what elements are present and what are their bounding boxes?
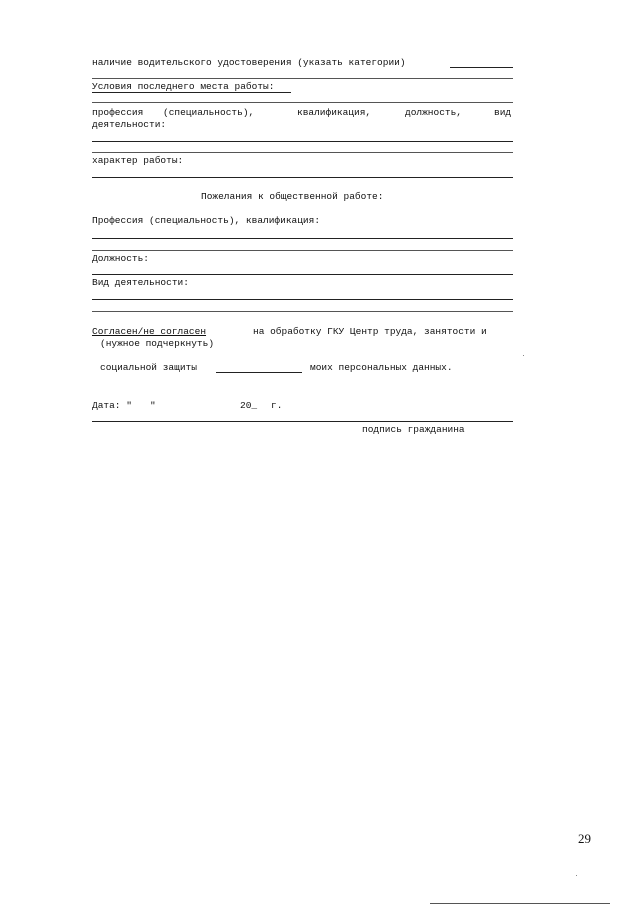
- last-job-field-line-1[interactable]: [92, 141, 513, 142]
- wish-position-label: Должность:: [92, 253, 150, 264]
- page-number: 29: [578, 831, 591, 846]
- wish-profession-label: Профессия (специальность), квалификация:: [92, 215, 321, 226]
- wishes-heading: Пожелания к общественной работе:: [201, 191, 384, 202]
- signature-label: подпись гражданина: [362, 424, 465, 435]
- date-label: Дата: ": [92, 400, 132, 411]
- consent-processing-text: на обработку ГКУ Центр труда, занятости и: [253, 326, 487, 337]
- date-quote-close: ": [150, 400, 156, 411]
- social-protection-text: социальной защиты: [100, 362, 197, 373]
- profession-continuation: деятельности:: [92, 119, 167, 130]
- work-character-label: характер работы:: [92, 155, 184, 166]
- wish-activity-label: Вид деятельности:: [92, 277, 189, 288]
- signature-field-line[interactable]: [92, 421, 513, 422]
- consent-choice[interactable]: Согласен/не согласен: [92, 326, 207, 337]
- wish-activity-field-line-2[interactable]: [92, 311, 513, 312]
- license-label: наличие водительского удостоверения (указать категории): [92, 57, 406, 68]
- date-year[interactable]: 20_: [240, 400, 258, 411]
- profession-word-2: (специальность),: [163, 107, 255, 118]
- last-job-heading-underline: [92, 92, 291, 93]
- last-job-field-line-2[interactable]: [92, 152, 513, 153]
- wish-profession-field-line-1[interactable]: [92, 238, 513, 239]
- scan-speck: [576, 875, 577, 876]
- profession-word-5: вид: [494, 107, 512, 118]
- license-field-line[interactable]: [450, 67, 513, 68]
- scan-speck: [523, 355, 524, 356]
- profession-word-1: профессия: [92, 107, 144, 118]
- profession-word-4: должность,: [405, 107, 463, 118]
- wish-activity-field-line-1[interactable]: [92, 299, 513, 300]
- profession-word-3: квалификация,: [297, 107, 372, 118]
- work-character-field-line[interactable]: [92, 177, 513, 178]
- last-job-heading: Условия последнего места работы:: [92, 81, 275, 92]
- license-underline: [92, 78, 513, 79]
- wish-profession-field-line-2[interactable]: [92, 250, 513, 251]
- wish-position-field-line[interactable]: [92, 274, 513, 275]
- personal-data-text: моих персональных данных.: [310, 362, 453, 373]
- last-job-separator: [92, 102, 513, 103]
- date-year-suffix: г.: [271, 400, 283, 411]
- social-protection-field-line[interactable]: [216, 372, 302, 373]
- page-bottom-edge: [430, 903, 610, 904]
- consent-hint: (нужное подчеркнуть): [100, 338, 215, 349]
